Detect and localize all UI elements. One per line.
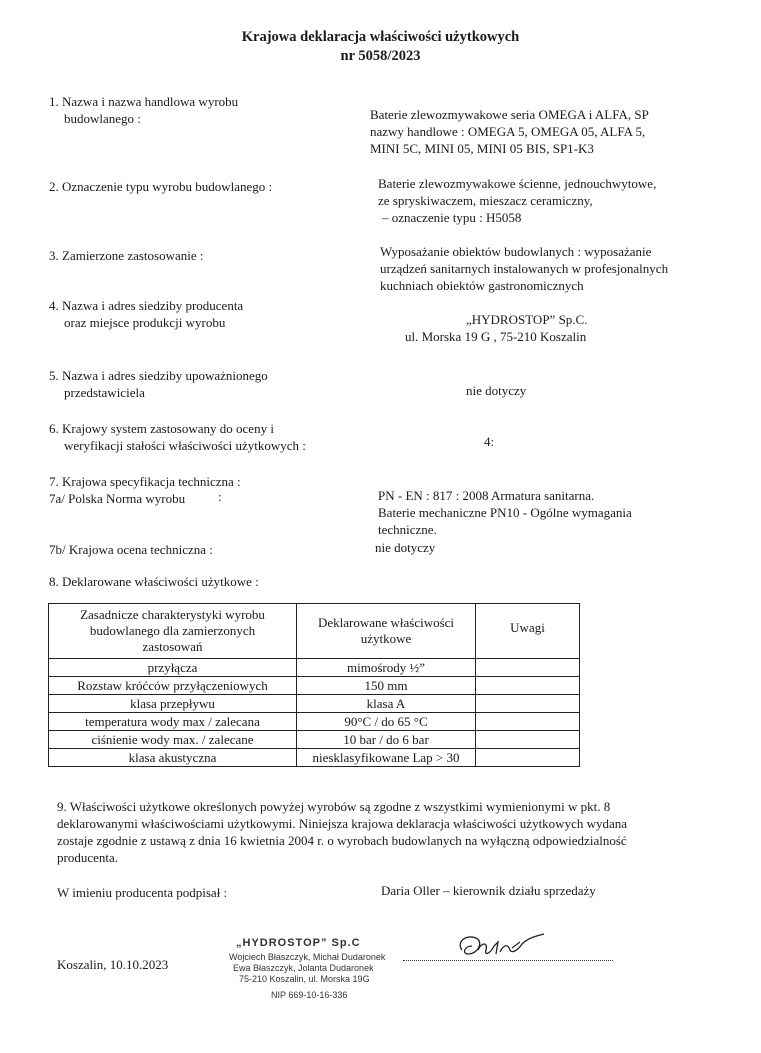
cell-characteristic: klasa przepływu: [49, 695, 297, 713]
item1-label: 1. Nazwa i nazwa handlowa wyrobu: [49, 94, 239, 109]
company-stamp-name: „HYDROSTOP” Sp.C: [236, 937, 361, 949]
table-row: [49, 695, 580, 713]
item5-value: nie dotyczy: [466, 383, 527, 398]
item4-value: „HYDROSTOP” Sp.C.: [466, 312, 588, 327]
item7-label: 7. Krajowa specyfikacja techniczna :: [49, 474, 241, 489]
item5-label: 5. Nazwa i adres siedziby upoważnionego: [49, 368, 268, 383]
item1-value: Baterie zlewozmywakowe seria OMEGA i ALFA, SP: [370, 107, 649, 122]
cell-characteristic: ciśnienie wody max. / zalecane: [49, 731, 297, 749]
item3-value-cont: urządzeń sanitarnych instalowanych w profesjonalnych: [380, 261, 669, 276]
signatory-name: Daria Oller – kierownik działu sprzedaży: [381, 883, 596, 898]
item1-value-cont2: MINI 5C, MINI 05, MINI 05 BIS, SP1-K3: [370, 141, 594, 156]
statement-line4: producenta.: [57, 850, 119, 865]
item7a-value-cont2: techniczne.: [378, 522, 437, 537]
cell-value: 90°C / do 65 °C: [297, 713, 476, 731]
item2-value-cont: ze spryskiwaczem, mieszacz ceramiczny,: [378, 193, 593, 208]
table-header-row: [49, 604, 580, 659]
item4-value-cont: ul. Morska 19 G , 75-210 Koszalin: [405, 329, 587, 344]
item4-label: 4. Nazwa i adres siedziby producenta: [49, 298, 244, 313]
document-title: Krajowa deklaracja właściwości użytkowych: [241, 29, 520, 45]
item7b-value: nie dotyczy: [375, 540, 436, 555]
item7a-colon: :: [218, 489, 222, 504]
table-row: [49, 749, 580, 767]
handwritten-signature: [452, 928, 552, 966]
signed-by-label: W imieniu producenta podpisał :: [57, 885, 228, 900]
cell-notes: [476, 749, 580, 767]
declaration-number: nr 5058/2023: [340, 48, 421, 64]
cell-characteristic: przyłącza: [49, 659, 297, 677]
table-row: [49, 713, 580, 731]
item1-value-cont: nazwy handlowe : OMEGA 5, OMEGA 05, ALFA 5,: [370, 124, 646, 139]
item2-value-cont2: – oznaczenie typu : H5058: [382, 210, 522, 225]
item3-label: 3. Zamierzone zastosowanie :: [49, 248, 204, 263]
item3-value: Wyposażanie obiektów budowlanych : wyposażanie: [380, 244, 652, 259]
cell-notes: [476, 677, 580, 695]
company-stamp-owners1: Wojciech Błaszczyk, Michał Dudaronek: [229, 952, 386, 962]
item3-value-cont2: kuchniach obiektów gastronomicznych: [380, 278, 584, 293]
item6-value: 4:: [484, 434, 495, 449]
header-characteristics: Zasadnicze charakterystyki wyrobu budowlanego dla zamierzonych zastosowań: [49, 604, 297, 659]
table-row: [49, 659, 580, 677]
header-notes: Uwagi: [476, 604, 580, 659]
cell-value: 150 mm: [297, 677, 476, 695]
item4-label-cont: oraz miejsce produkcji wyrobu: [64, 315, 226, 330]
item7b-label: 7b/ Krajowa ocena techniczna :: [49, 542, 213, 557]
item5-label-cont: przedstawiciela: [64, 385, 145, 400]
cell-notes: [476, 731, 580, 749]
cell-characteristic: Rozstaw króćców przyłączeniowych: [49, 677, 297, 695]
cell-value: niesklasyfikowane Lap > 30: [297, 749, 476, 767]
statement-line1: 9. Właściwości użytkowe określonych powyżej wyrobów są zgodne z wszystkimi wymienionymi w pkt. 8: [57, 799, 611, 814]
header-declared-properties: Deklarowane właściwości użytkowe: [297, 604, 476, 659]
item2-label: 2. Oznaczenie typu wyrobu budowlanego :: [49, 179, 273, 194]
item7a-value: PN - EN : 817 : 2008 Armatura sanitarna.: [378, 488, 595, 503]
place-and-date: Koszalin, 10.10.2023: [57, 957, 169, 972]
statement-line2: deklarowanymi właściwościami użytkowymi. Niniejsza krajowa deklaracja właściwości użytkowych wydana: [57, 816, 628, 831]
cell-notes: [476, 695, 580, 713]
item8-label: 8. Deklarowane właściwości użytkowe :: [49, 574, 259, 589]
statement-line3: zostaje zgodnie z ustawą z dnia 16 kwietnia 2004 r. o wyrobach budowlanych na wyłączną odpowiedzialność: [57, 833, 627, 848]
item6-label-cont: weryfikacji stałości właściwości użytkowych :: [64, 438, 306, 453]
cell-characteristic: temperatura wody max / zalecana: [49, 713, 297, 731]
cell-notes: [476, 659, 580, 677]
cell-value: 10 bar / do 6 bar: [297, 731, 476, 749]
cell-value: klasa A: [297, 695, 476, 713]
table-row: [49, 677, 580, 695]
item7a-value-cont: Baterie mechaniczne PN10 - Ogólne wymagania: [378, 505, 632, 520]
item6-label: 6. Krajowy system zastosowany do oceny i: [49, 421, 274, 436]
item2-value: Baterie zlewozmywakowe ścienne, jednouchwytowe,: [378, 176, 657, 191]
item7a-label: 7a/ Polska Norma wyrobu: [49, 491, 186, 506]
table-row: [49, 731, 580, 749]
cell-characteristic: klasa akustyczna: [49, 749, 297, 767]
properties-table: [48, 603, 580, 767]
cell-notes: [476, 713, 580, 731]
cell-value: mimośrody ½”: [297, 659, 476, 677]
item1-label-cont: budowlanego :: [64, 111, 141, 126]
company-stamp-nip: NIP 669-10-16-336: [271, 990, 348, 1000]
company-stamp-address: 75-210 Koszalin, ul. Morska 19G: [239, 974, 370, 984]
company-stamp-owners2: Ewa Błaszczyk, Jolanta Dudaronek: [233, 963, 374, 973]
